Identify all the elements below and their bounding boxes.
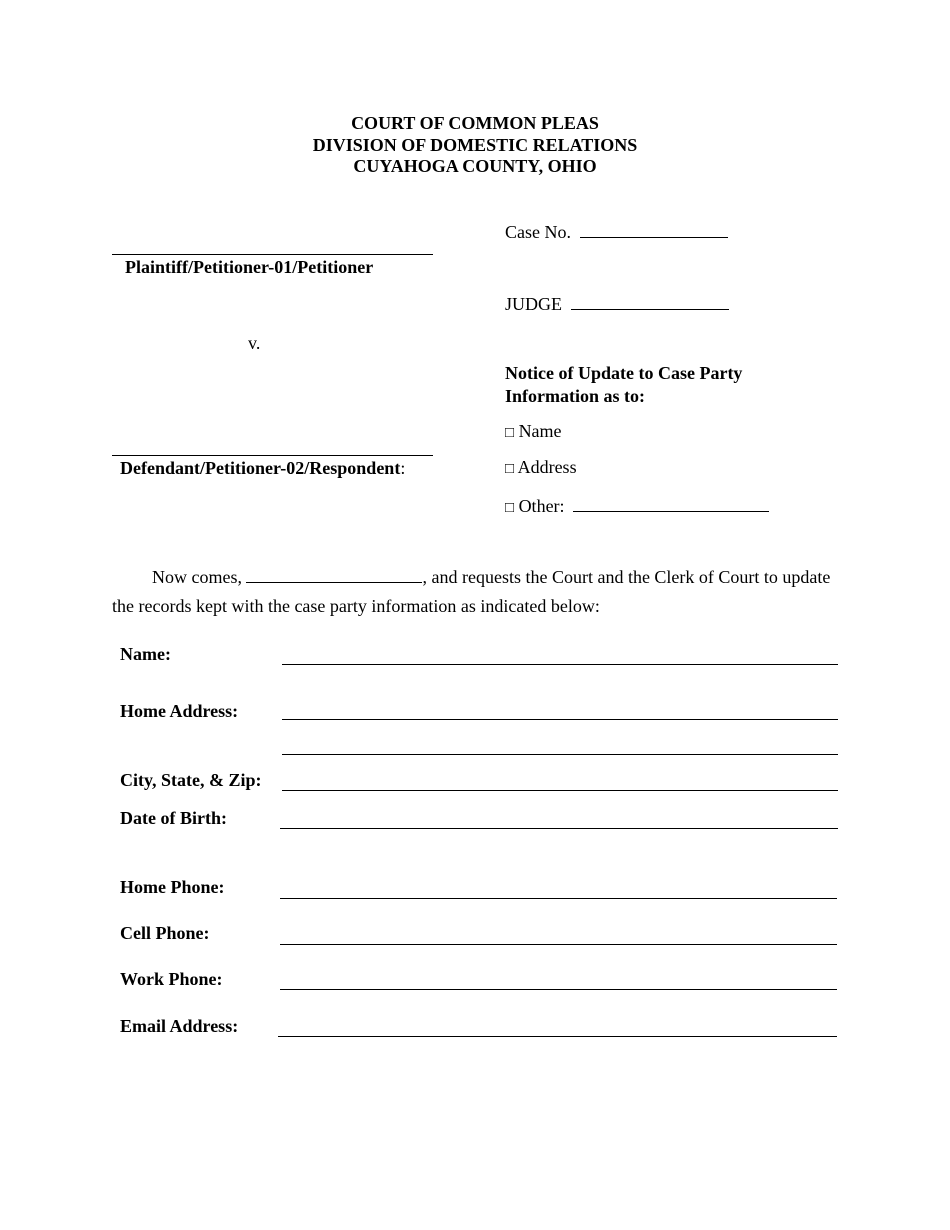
home-phone-field[interactable] — [280, 898, 837, 899]
home-phone-label: Home Phone: — [120, 877, 225, 897]
defendant-colon: : — [400, 458, 406, 478]
city-state-zip-label: City, State, & Zip: — [120, 770, 262, 790]
plaintiff-line[interactable] — [112, 254, 433, 255]
notice-title — [505, 362, 742, 408]
requesting-party-field[interactable] — [246, 564, 422, 583]
intro-end: , and requests the Court and the Clerk of Court to update — [422, 567, 831, 587]
option-other-label: Other: — [518, 496, 565, 516]
home-address-line2-field[interactable] — [282, 754, 838, 755]
date-of-birth-field[interactable] — [280, 828, 838, 829]
court-header — [0, 113, 950, 178]
option-name[interactable] — [505, 421, 562, 442]
intro-start: Now comes, — [152, 567, 242, 587]
name-label: Name: — [120, 644, 171, 664]
defendant-row — [120, 458, 405, 479]
defendant-label: Defendant/Petitioner-02/Respondent — [120, 458, 401, 478]
plaintiff-label: Plaintiff/Petitioner-01/Petitioner — [125, 257, 374, 277]
option-address[interactable] — [505, 457, 577, 478]
email-address-field[interactable] — [278, 1036, 837, 1037]
cell-phone-field[interactable] — [280, 944, 837, 945]
city-state-zip-field[interactable] — [282, 790, 838, 791]
judge-row — [505, 291, 729, 315]
other-field[interactable] — [573, 493, 769, 512]
court-name: COURT OF COMMON PLEAS — [351, 113, 599, 133]
intro-line2: the records kept with the case party information as indicated below: — [112, 596, 600, 616]
judge-field[interactable] — [571, 291, 729, 310]
case-no-field[interactable] — [580, 219, 728, 238]
option-other[interactable] — [505, 493, 769, 517]
court-division: DIVISION OF DOMESTIC RELATIONS — [312, 134, 638, 155]
name-field[interactable] — [282, 664, 838, 665]
court-county: CUYAHOGA COUNTY, OHIO — [353, 156, 597, 176]
home-address-label: Home Address: — [120, 701, 239, 721]
other-checkbox[interactable]: □ — [505, 500, 515, 516]
cell-phone-label: Cell Phone: — [120, 923, 210, 943]
work-phone-label: Work Phone: — [120, 969, 223, 989]
notice-title-line1: Notice of Update to Case Party — [505, 363, 743, 383]
versus: v. — [248, 333, 261, 353]
defendant-line[interactable] — [112, 455, 433, 456]
email-address-label: Email Address: — [120, 1016, 239, 1036]
judge-label: JUDGE — [505, 294, 562, 314]
address-checkbox[interactable]: □ — [505, 461, 515, 477]
option-name-label: Name — [518, 421, 562, 441]
option-address-label: Address — [517, 457, 577, 477]
case-no-label: Case No. — [505, 222, 571, 242]
home-address-field[interactable] — [282, 719, 838, 720]
notice-title-line2: Information as to: — [505, 386, 645, 406]
date-of-birth-label: Date of Birth: — [120, 808, 227, 828]
work-phone-field[interactable] — [280, 989, 837, 990]
intro-line1 — [152, 564, 830, 588]
case-no-row — [505, 219, 728, 243]
name-checkbox[interactable]: □ — [505, 425, 515, 441]
